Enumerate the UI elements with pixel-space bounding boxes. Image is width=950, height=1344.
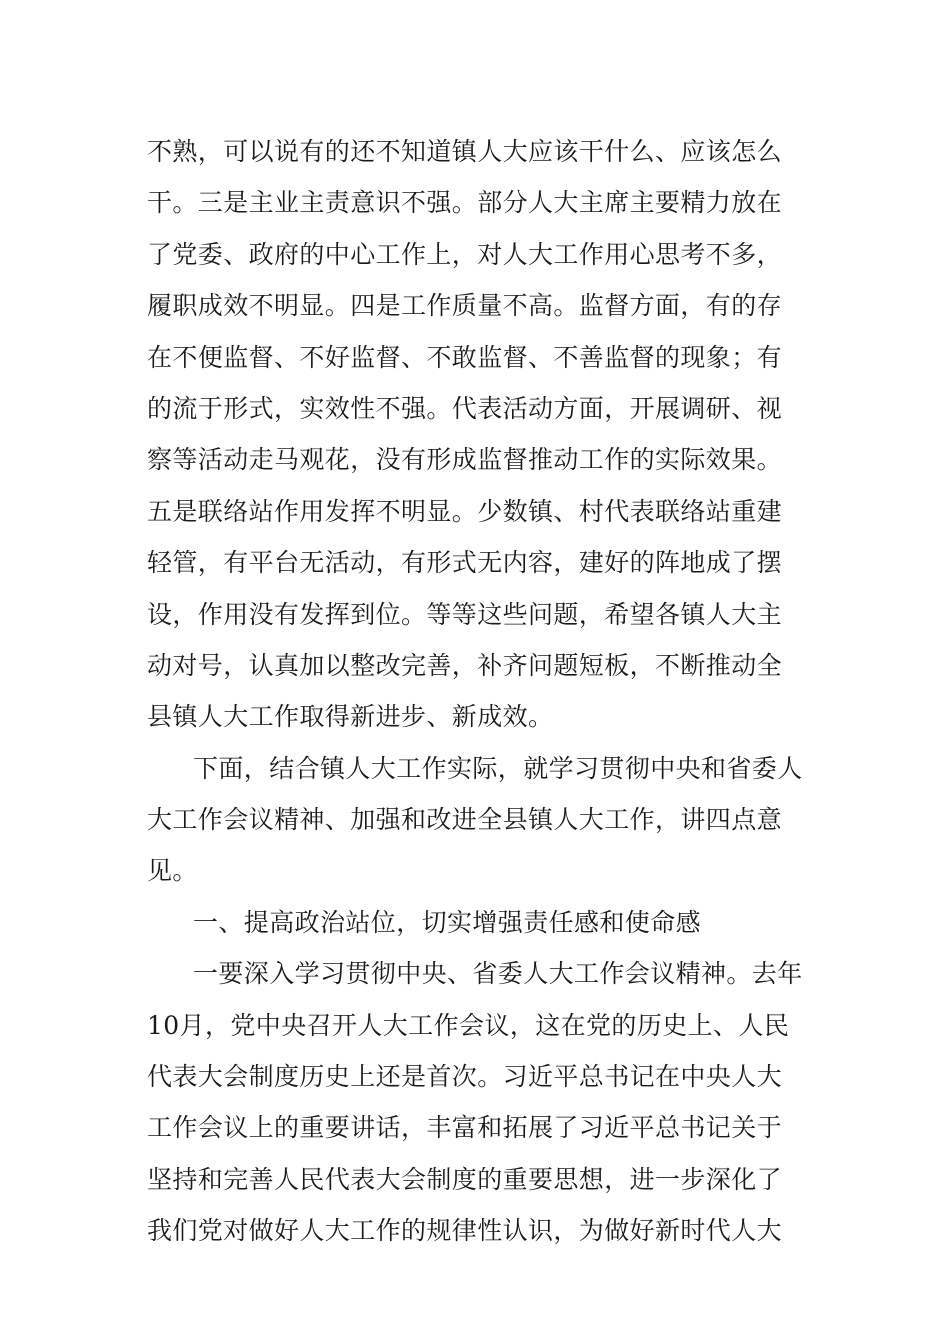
paragraph-start-line: 一要深入学习贯彻中央、省委人大工作会议精神。去年: [193, 959, 803, 989]
text-line: 坚持和完善人民代表大会制度的重要思想，进一步深化了: [147, 1164, 783, 1194]
text-line: 我们党对做好人大工作的规律性认识，为做好新时代人大: [147, 1216, 783, 1246]
text-line: 不熟，可以说有的还不知道镇人大应该干什么、应该怎么: [147, 137, 783, 166]
text-line: 察等活动走马观花，没有形成监督推动工作的实际效果。: [147, 445, 783, 475]
text-line: 在不便监督、不好监督、不敢监督、不善监督的现象；有: [147, 342, 783, 372]
text-line: 了党委、政府的中心工作上，对人大工作用心思考不多，: [147, 239, 783, 269]
text-line: 代表大会制度历史上还是首次。习近平总书记在中央人大: [147, 1062, 783, 1092]
text-line: 干。三是主业主责意识不强。部分人大主席主要精力放在: [147, 188, 783, 218]
text-line: 见。: [147, 856, 198, 886]
paragraph-start-line: 下面，结合镇人大工作实际，就学习贯彻中央和省委人: [193, 753, 803, 783]
text-line: 大工作会议精神、加强和改进全县镇人大工作，讲四点意: [147, 805, 783, 835]
section-heading: 一、提高政治站位，切实增强责任感和使命感: [193, 907, 702, 937]
text-line: 五是联络站作用发挥不明显。少数镇、村代表联络站重建: [147, 496, 783, 526]
text-line: 10月，党中央召开人大工作会议，这在党的历史上、人民: [147, 1010, 790, 1040]
document-body: [147, 126, 807, 1257]
text-line: 设，作用没有发挥到位。等等这些问题，希望各镇人大主: [147, 599, 783, 629]
text-line: 工作会议上的重要讲话，丰富和拓展了习近平总书记关于: [147, 1113, 783, 1143]
text-line: 的流于形式，实效性不强。代表活动方面，开展调研、视: [147, 393, 783, 423]
text-line: 县镇人大工作取得新进步、新成效。: [147, 702, 554, 732]
text-line: 履职成效不明显。四是工作质量不高。监督方面，有的存: [147, 291, 783, 321]
text-line: 动对号，认真加以整改完善，补齐问题短板，不断推动全: [147, 650, 783, 680]
text-line: 轻管，有平台无活动，有形式无内容，建好的阵地成了摆: [147, 548, 783, 578]
